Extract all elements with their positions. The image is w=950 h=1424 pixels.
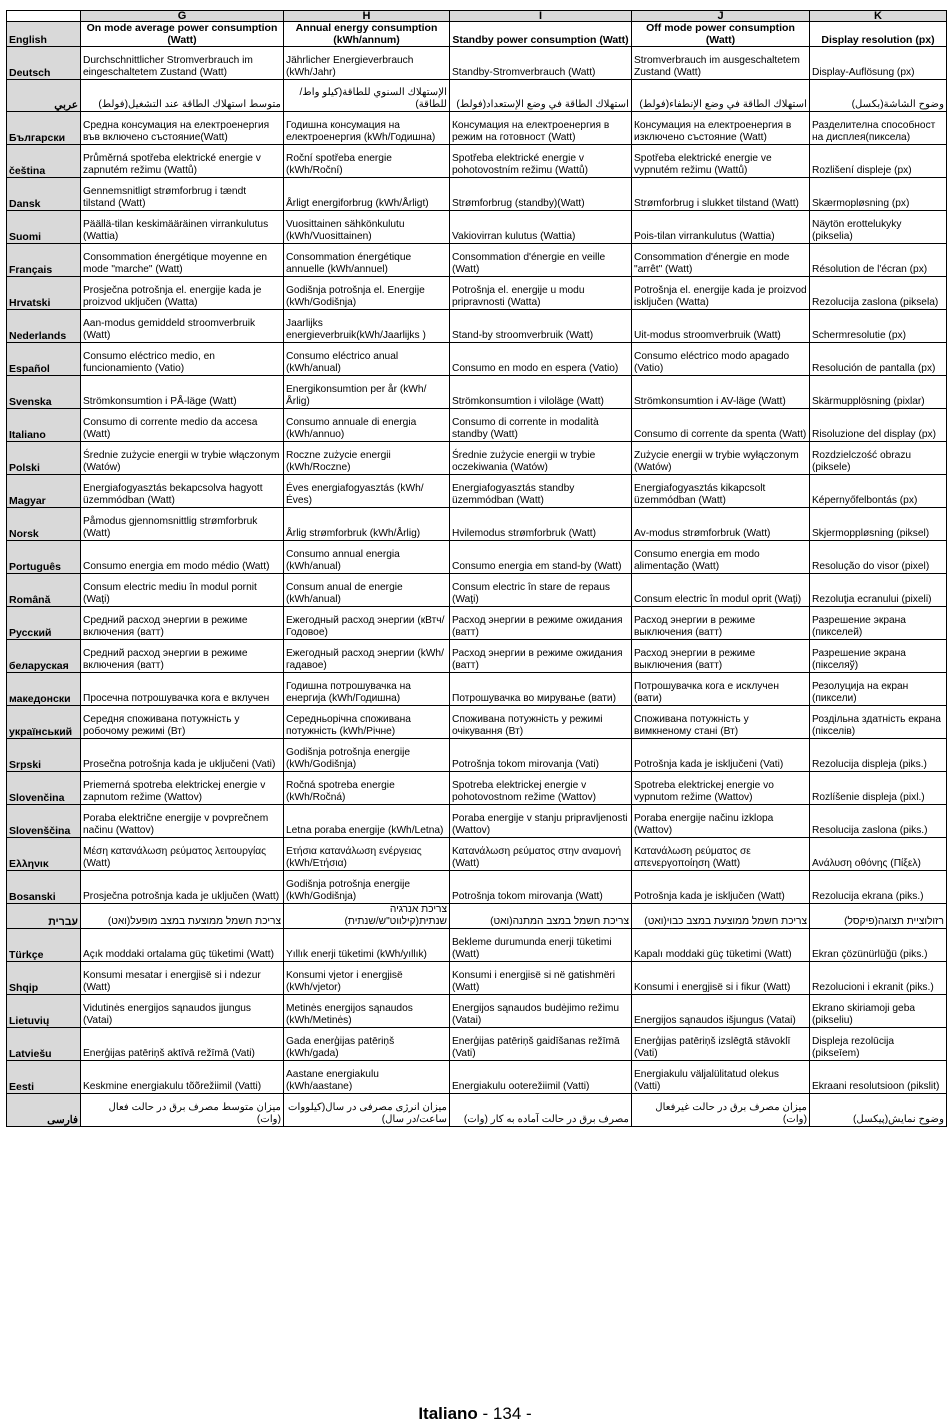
table-cell: Prosječna potrošnja el. energije kada je proizvod uključen (Watta) [81, 277, 284, 310]
table-cell: وضوح نمایش(پیکسل) [810, 1094, 947, 1127]
language-label: Français [7, 244, 81, 277]
table-cell: Потрошувачка кога е исклучен (вати) [632, 673, 810, 706]
table-cell: Разрешение экрана (пiкселяў) [810, 640, 947, 673]
table-cell: Päällä-tilan keskimääräinen virrankulutus (Wattia) [81, 211, 284, 244]
table-cell: Yıllık enerji tüketimi (kWh/yıllık) [284, 929, 450, 962]
table-cell: Energikonsumtion per år (kWh/Årlig) [284, 376, 450, 409]
table-cell: Årlig strømforbruk (kWh/Årlig) [284, 508, 450, 541]
table-cell: Consumo di corrente da spenta (Watt) [632, 409, 810, 442]
table-cell: Strømforbrug (standby)(Watt) [450, 178, 632, 211]
table-cell: צריכת אנרגיה שנתית(קילווט"ש/שנתית) [284, 904, 450, 929]
table-cell: Stand-by stroomverbruik (Watt) [450, 310, 632, 343]
table-cell: Ekrano skiriamoji geba (pikseliu) [810, 995, 947, 1028]
table-cell: استهلاك الطاقة في وضع الإنطفاء(فولط) [632, 80, 810, 112]
footer-page-number: - 134 - [477, 1404, 532, 1423]
table-row [7, 178, 947, 211]
table-cell: Průměrná spotřeba elektrické energie v zapnutém režimu (Wattů) [81, 145, 284, 178]
table-cell: Просечна потрошувачка кога е вклучен [81, 673, 284, 706]
table-row [7, 80, 947, 112]
table-cell: Consumo energia em modo alimentação (Watt) [632, 541, 810, 574]
table-cell: Schermresolutie (px) [810, 310, 947, 343]
table-cell: Rezolucija ekrana (piks.) [810, 871, 947, 904]
table-cell: Keskmine energiakulu tõõrežiimil (Vatti) [81, 1061, 284, 1094]
table-cell: Displeja rezolūcija (pikseīem) [810, 1028, 947, 1061]
table-cell: Näytön erottelukyky (pikselia) [810, 211, 947, 244]
table-cell: צריכת חשמל במצב המתנה(ואט) [450, 904, 632, 929]
table-cell: Vidutinės energijos sąnaudos įjungus (Vatai) [81, 995, 284, 1028]
table-row [7, 277, 947, 310]
table-cell: Ετήσια κατανάλωση ενέργειας (kWh/Ετήσια) [284, 838, 450, 871]
table-cell: Jährlicher Energieverbrauch (kWh/Jahr) [284, 47, 450, 80]
table-cell: Κατανάλωση ρεύματος στην αναμονή (Watt) [450, 838, 632, 871]
table-cell: Potrošnja tokom mirovanja (Watt) [450, 871, 632, 904]
table-row [7, 838, 947, 871]
table-cell: Påmodus gjennomsnittlig strømforbruk (Watt) [81, 508, 284, 541]
table-cell: Споживана потужність у вимкненому стані (Вт) [632, 706, 810, 739]
table-cell: Poraba energije v stanju pripravljenosti (Wattov) [450, 805, 632, 838]
language-label: Bosanski [7, 871, 81, 904]
column-letters-row [7, 11, 947, 22]
table-cell: Κατανάλωση ρεύματος σε απενεργοποίηση (Watt) [632, 838, 810, 871]
language-label: Español [7, 343, 81, 376]
table-cell: Metinės energijos sąnaudos (kWh/Metinės) [284, 995, 450, 1028]
table-cell: Consommation d'énergie en mode "arrêt" (Watt) [632, 244, 810, 277]
table-cell: Rezoluţia ecranului (pixeli) [810, 574, 947, 607]
table-cell: Standby power consumption (Watt) [450, 22, 632, 47]
table-cell: Standby-Stromverbrauch (Watt) [450, 47, 632, 80]
table-cell: Display resolution (px) [810, 22, 947, 47]
table-cell: Résolution de l'écran (px) [810, 244, 947, 277]
table-cell: Potrošnja tokom mirovanja (Vati) [450, 739, 632, 772]
table-cell: On mode average power consumption (Watt) [81, 22, 284, 47]
table-cell: Vuosittainen sähkönkulutu (kWh/Vuosittainen) [284, 211, 450, 244]
table-row [7, 607, 947, 640]
table-cell: Display-Auflösung (px) [810, 47, 947, 80]
table-cell: Consumo annual energia (kWh/anual) [284, 541, 450, 574]
table-cell: Zużycie energii w trybie wyłączonym (Watów) [632, 442, 810, 475]
language-label: Slovenščina [7, 805, 81, 838]
table-row [7, 508, 947, 541]
table-cell: Resolución de pantalla (px) [810, 343, 947, 376]
table-cell: Середня споживана потужність у робочому режимі (Вт) [81, 706, 284, 739]
table-cell: Ежегодный расход энергии (kWh/гадавое) [284, 640, 450, 673]
table-cell: Consommation d'énergie en veille (Watt) [450, 244, 632, 277]
table-cell: Durchschnittlicher Stromverbrauch im eingeschaltetem Zustand (Watt) [81, 47, 284, 80]
table-cell: Spotreba elektrickej energie vo vypnutom režime (Wattov) [632, 772, 810, 805]
language-label: Български [7, 112, 81, 145]
table-cell: Uit-modus stroomverbruik (Watt) [632, 310, 810, 343]
table-cell: Annual energy consumption (kWh/annum) [284, 22, 450, 47]
table-cell: Consumo energia em modo médio (Watt) [81, 541, 284, 574]
table-cell: Energijos sąnaudos budėjimo režimu (Vatai) [450, 995, 632, 1028]
language-label: Suomi [7, 211, 81, 244]
table-row [7, 962, 947, 995]
table-cell: Consumo eléctrico medio, en funcionamiento (Vatio) [81, 343, 284, 376]
table-cell: Strömkonsumtion i PÅ-läge (Watt) [81, 376, 284, 409]
table-cell: Rozlíšenie displeja (pixl.) [810, 772, 947, 805]
language-label: український [7, 706, 81, 739]
column-letter: H [284, 11, 450, 22]
table-row [7, 904, 947, 929]
table-cell: Årligt energiforbrug (kWh/Årligt) [284, 178, 450, 211]
table-cell: الإستهلاك السنوي للطاقة(كيلو واط/للطاقة) [284, 80, 450, 112]
table-row [7, 47, 947, 80]
table-cell: Споживана потужність у режимі очікування (Вт) [450, 706, 632, 739]
table-row [7, 343, 947, 376]
table-cell: Konsumi i energjisë si i fikur (Watt) [632, 962, 810, 995]
table-row [7, 995, 947, 1028]
language-label: Lietuvių [7, 995, 81, 1028]
language-label: Nederlands [7, 310, 81, 343]
table-cell: Skärmupplösning (pixlar) [810, 376, 947, 409]
table-cell: Skjermoppløsning (piksel) [810, 508, 947, 541]
language-label: Ελληνικ [7, 838, 81, 871]
language-label: Русский [7, 607, 81, 640]
table-cell: Konsumi vjetor i energjisë (kWh/vjetor) [284, 962, 450, 995]
table-row [7, 929, 947, 962]
table-cell: Rozlišení displeje (px) [810, 145, 947, 178]
table-row [7, 574, 947, 607]
table-cell: Roční spotřeba energie (kWh/Roční) [284, 145, 450, 178]
table-cell: Konsumi mesatar i energjisë si i ndezur (Watt) [81, 962, 284, 995]
footer-language: Italiano [418, 1404, 478, 1423]
language-label: Slovenčina [7, 772, 81, 805]
table-cell: Резолуција на екран (пиксели) [810, 673, 947, 706]
table-cell: Rezolucija zaslona (piksela) [810, 277, 947, 310]
table-cell: Resolucija zaslona (piks.) [810, 805, 947, 838]
table-cell: Средний расход энергии в режиме включения (ватт) [81, 640, 284, 673]
table-cell: Energiafogyasztás standby üzemmódban (Watt) [450, 475, 632, 508]
table-row [7, 244, 947, 277]
table-cell: Годишна консумация на електроенергия (kWh/Годишна) [284, 112, 450, 145]
table-cell: Prosečna potrošnja kada je uključeni (Vati) [81, 739, 284, 772]
table-cell: Priemerná spotreba elektrickej energie v zapnutom režime (Wattov) [81, 772, 284, 805]
language-label: Srpski [7, 739, 81, 772]
language-label: עברית [7, 904, 81, 929]
table-cell: Średnie zużycie energii w trybie włączonym (Watów) [81, 442, 284, 475]
language-label: čeština [7, 145, 81, 178]
table-cell: Éves energiafogyasztás (kWh/Éves) [284, 475, 450, 508]
table-cell: Consum anual de energie (kWh/anual) [284, 574, 450, 607]
table-cell: Potrošnja el. energije kada je proizvod isključen (Watta) [632, 277, 810, 310]
table-row [7, 871, 947, 904]
page-footer [0, 1404, 950, 1424]
table-cell: Расход энергии в режиме выключения (ватт) [632, 640, 810, 673]
table-cell: Rezolucioni i ekranit (piks.) [810, 962, 947, 995]
table-cell: Расход энергии в режиме ожидания (ватт) [450, 607, 632, 640]
table-cell: Gada enerģijas patēriņš (kWh/gada) [284, 1028, 450, 1061]
table-cell: Av-modus strømforbruk (Watt) [632, 508, 810, 541]
table-cell: Aan-modus gemiddeld stroomverbruik (Watt) [81, 310, 284, 343]
table-cell: Консумация на електроенергия в изключено състояние (Watt) [632, 112, 810, 145]
table-cell: Consumo annuale di energia (kWh/annuo) [284, 409, 450, 442]
table-cell: Energiafogyasztás bekapcsolva hagyott üzemmódban (Watt) [81, 475, 284, 508]
language-label: Svenska [7, 376, 81, 409]
table-row [7, 442, 947, 475]
table-cell: Consommation énergétique annuelle (kWh/annuel) [284, 244, 450, 277]
table-row [7, 772, 947, 805]
table-row [7, 22, 947, 47]
table-cell: צריכת חשמל ממוצעת במצב כבוי(ואט) [632, 904, 810, 929]
table-cell: متوسط استهلاك الطاقة عند التشغيل(فولط) [81, 80, 284, 112]
language-label: Română [7, 574, 81, 607]
table-cell: Skærmopløsning (px) [810, 178, 947, 211]
table-cell: وضوح الشاشة(بكسل) [810, 80, 947, 112]
table-row [7, 145, 947, 178]
table-cell: Godišnja potrošnja energije (kWh/Godišnja) [284, 871, 450, 904]
table-cell: Strømforbrug i slukket tilstand (Watt) [632, 178, 810, 211]
table-cell: Roczne zużycie energii (kWh/Roczne) [284, 442, 450, 475]
language-label: Polski [7, 442, 81, 475]
table-cell: Bekleme durumunda enerji tüketimi (Watt) [450, 929, 632, 962]
column-letter: J [632, 11, 810, 22]
table-cell: Spotřeba elektrické energie ve vypnutém režimu (Wattů) [632, 145, 810, 178]
language-label: Norsk [7, 508, 81, 541]
table-cell: צריכת חשמל ממוצעת במצב מופעל(ואט) [81, 904, 284, 929]
table-row [7, 310, 947, 343]
table-cell: Consumo energia em stand-by (Watt) [450, 541, 632, 574]
table-cell: Разрешение экрана (пикселей) [810, 607, 947, 640]
language-label: Dansk [7, 178, 81, 211]
table-cell: Ekraani resolutsioon (pikslit) [810, 1061, 947, 1094]
table-cell: Роздільна здатність екрана (пікселів) [810, 706, 947, 739]
table-row [7, 1028, 947, 1061]
table-cell: Energiakulu ooterežiimil (Vatti) [450, 1061, 632, 1094]
column-letter: I [450, 11, 632, 22]
table-cell: Pois-tilan virrankulutus (Wattia) [632, 211, 810, 244]
table-cell: Godišnja potrošnja energije (kWh/Godišnja) [284, 739, 450, 772]
table-cell: Consumo eléctrico modo apagado (Vatio) [632, 343, 810, 376]
table-cell: Jaarlijks energieverbruik(kWh/Jaarlijks ) [284, 310, 450, 343]
table-cell: Potrošnja el. energije u modu pripravnosti (Watta) [450, 277, 632, 310]
language-label: Türkçe [7, 929, 81, 962]
language-label: беларуская [7, 640, 81, 673]
table-cell: Enerģijas patēriņš izslēgtā stāvoklī (Vati) [632, 1028, 810, 1061]
language-label: Magyar [7, 475, 81, 508]
table-cell: Off mode power consumption (Watt) [632, 22, 810, 47]
table-cell: Prosječna potrošnja kada je uključen (Watt) [81, 871, 284, 904]
table-cell: Расход энергии в режиме ожидания (ватт) [450, 640, 632, 673]
table-cell: Gennemsnitligt strømforbrug i tændt tilstand (Watt) [81, 178, 284, 211]
table-cell: Kapalı moddaki güç tüketimi (Watt) [632, 929, 810, 962]
table-cell: میزان مصرف برق در حالت غیرفعال (وات) [632, 1094, 810, 1127]
table-cell: استهلاك الطاقة في وضع الإستعداد(فولط) [450, 80, 632, 112]
table-cell: Rezolucija displeja (piks.) [810, 739, 947, 772]
table-cell: Potrošnja kada je isključen (Watt) [632, 871, 810, 904]
table-cell: Consumo en modo en espera (Vatio) [450, 343, 632, 376]
table-cell: Консумация на електроенергия в режим на готовност (Watt) [450, 112, 632, 145]
table-cell: Годишна потрошувачка на енергија (kWh/Годишна) [284, 673, 450, 706]
table-cell: Risoluzione del display (px) [810, 409, 947, 442]
table-cell: Açık moddaki ortalama güç tüketimi (Watt) [81, 929, 284, 962]
table-row [7, 1061, 947, 1094]
table-cell: میزان متوسط مصرف برق در حالت فعال (وات) [81, 1094, 284, 1127]
table-cell: Strömkonsumtion i AV-läge (Watt) [632, 376, 810, 409]
table-cell: Средна консумация на електроенергия във включено състояние(Watt) [81, 112, 284, 145]
table-cell: Konsumi i energjisë si në gatishmëri (Watt) [450, 962, 632, 995]
table-cell: Spotreba elektrickej energie v pohotovostnom režime (Wattov) [450, 772, 632, 805]
table-cell: Godišnja potrošnja el. Energije (kWh/Godišnja) [284, 277, 450, 310]
table-cell: Ανάλυση οθόνης (Πίξελ) [810, 838, 947, 871]
table-cell: Средний расход энергии в режиме включения (ватт) [81, 607, 284, 640]
language-label: Shqip [7, 962, 81, 995]
table-cell: Strömkonsumtion i viloläge (Watt) [450, 376, 632, 409]
table-cell: Poraba električne energije v povprečnem načinu (Wattov) [81, 805, 284, 838]
table-cell: Enerģijas patēriņš gaidīšanas režīmā (Vati) [450, 1028, 632, 1061]
column-letter: G [81, 11, 284, 22]
language-label: English [7, 22, 81, 47]
corner-cell [7, 11, 81, 22]
language-label: Deutsch [7, 47, 81, 80]
table-cell: مصرف برق در حالت آماده به کار (وات) [450, 1094, 632, 1127]
translation-table [6, 10, 947, 1127]
table-row [7, 706, 947, 739]
column-letter: K [810, 11, 947, 22]
table-cell: Consumo eléctrico anual (kWh/anual) [284, 343, 450, 376]
table-cell: Potrošnja kada je isključeni (Vati) [632, 739, 810, 772]
table-row [7, 673, 947, 706]
language-label: Italiano [7, 409, 81, 442]
table-cell: Aastane energiakulu (kWh/aastane) [284, 1061, 450, 1094]
table-row [7, 112, 947, 145]
language-label: Hrvatski [7, 277, 81, 310]
table-cell: Energijos sąnaudos išjungus (Vatai) [632, 995, 810, 1028]
table-cell: Stromverbrauch im ausgeschaltetem Zustand (Watt) [632, 47, 810, 80]
table-cell: Consum electric în stare de repaus (Waţi) [450, 574, 632, 607]
table-cell: Hvilemodus strømforbruk (Watt) [450, 508, 632, 541]
table-row [7, 376, 947, 409]
table-row [7, 409, 947, 442]
table-row [7, 640, 947, 673]
language-label: Português [7, 541, 81, 574]
table-cell: Letna poraba energije (kWh/Letna) [284, 805, 450, 838]
table-cell: Consum electric în modul oprit (Waţi) [632, 574, 810, 607]
table-cell: רזולוציית תצוגה(פיקסל) [810, 904, 947, 929]
table-cell: Ekran çözünürlüğü (piks.) [810, 929, 947, 962]
table-row [7, 541, 947, 574]
language-label: عربي [7, 80, 81, 112]
table-cell: Μέση κατανάλωση ρεύματος λειτουργίας (Watt) [81, 838, 284, 871]
table-cell: Energiakulu väljalülitatud olekus (Vatti) [632, 1061, 810, 1094]
table-cell: Rozdzielczość obrazu (piksele) [810, 442, 947, 475]
table-cell: Enerģijas patēriņš aktīvā režīmā (Vati) [81, 1028, 284, 1061]
table-cell: Consum electric mediu în modul pornit (Waţi) [81, 574, 284, 607]
table-cell: Képernyőfelbontás (px) [810, 475, 947, 508]
language-label: македонски [7, 673, 81, 706]
table-cell: Średnie zużycie energii w trybie oczekiwania (Watów) [450, 442, 632, 475]
table-cell: Consumo di corrente medio da accesa (Watt) [81, 409, 284, 442]
table-cell: Poraba energije načinu izklopa (Wattov) [632, 805, 810, 838]
table-cell: میزان انرژی مصرفی در سال(کیلووات ساعت/در سال) [284, 1094, 450, 1127]
table-cell: Потрошувачка во мирување (вати) [450, 673, 632, 706]
table-cell: Energiafogyasztás kikapcsolt üzemmódban (Watt) [632, 475, 810, 508]
table-cell: Consommation énergétique moyenne en mode "marche" (Watt) [81, 244, 284, 277]
table-cell: Ежегодный расход энергии (кВтч/Годовое) [284, 607, 450, 640]
language-label: فارسی [7, 1094, 81, 1127]
table-cell: Ročná spotreba energie (kWh/Ročná) [284, 772, 450, 805]
table-row [7, 211, 947, 244]
language-label: Eesti [7, 1061, 81, 1094]
table-row [7, 475, 947, 508]
table-cell: Расход энергии в режиме выключения (ватт) [632, 607, 810, 640]
table-cell: Spotřeba elektrické energie v pohotovostním režimu (Wattů) [450, 145, 632, 178]
table-cell: Разделителна способност на дисплея(пиксела) [810, 112, 947, 145]
table-cell: Vakiovirran kulutus (Wattia) [450, 211, 632, 244]
table-cell: Resolução do visor (pixel) [810, 541, 947, 574]
table-cell: Consumo di corrente in modalità standby (Watt) [450, 409, 632, 442]
language-label: Latviešu [7, 1028, 81, 1061]
table-cell: Середньорічна споживана потужність (kWh/Річне) [284, 706, 450, 739]
table-row [7, 1094, 947, 1127]
table-row [7, 739, 947, 772]
table-row [7, 805, 947, 838]
